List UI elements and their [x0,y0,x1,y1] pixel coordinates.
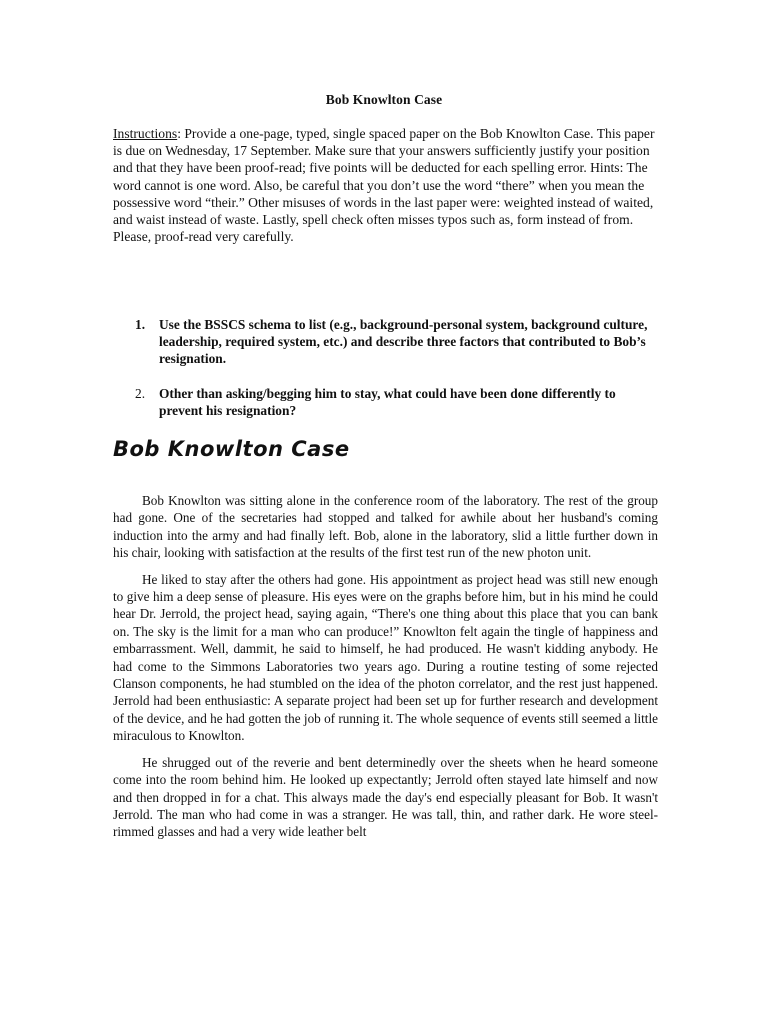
case-paragraph-3: He shrugged out of the reverie and bent determinedly over the sheets when he heard someone come into the room behind him. He looked up expectantly; Jerrold often stayed late himself and now and then dropped in for a chat. This always made the day's end especially pleasant for Bob. It wasn't Jerrold. The man who had come in was a stranger. He was tall, thin, and rather dark. He wore steel-rimmed glasses and had a very wide leather belt [113,754,658,840]
question-1-text: Use the BSSCS schema to list (e.g., background-personal system, background culture, leadership, required system, etc.) and describe three factors that contributed to Bob’s resignation. [159,317,648,367]
instructions-text: : Provide a one-page, typed, single spaced paper on the Bob Knowlton Case. This paper is due on Wednesday, 17 September. Make sure that your answers sufficiently justify your position and that they have been proof-read; five points will be deducted for each spelling error. Hints: The word cannot is one word. Also, be careful that you don’t use the word “there” when you mean the possessive word “their.” Other misuses of words in the last paper were: weighted instead of waited, and waist instead of waste. Lastly, spell check often misses typos such as, form instead of from. Please, proof-read very carefully. [113,126,655,245]
question-2-number: 2. [135,386,146,401]
document-title: Bob Knowlton Case [325,92,443,107]
question-1-number: 1. [135,317,146,332]
case-body [113,492,658,850]
question-2 [135,385,660,419]
instructions-paragraph [113,125,658,245]
question-1 [135,316,660,368]
question-2-text: Other than asking/begging him to stay, what could have been done differently to prevent his resignation? [159,386,616,419]
case-heading: Bob Knowlton Case [113,437,350,461]
case-paragraph-2: He liked to stay after the others had gone. His appointment as project head was still new enough to give him a deep sense of pleasure. His eyes were on the graphs before him, but in his mind he could hear Dr. Jerrold, the project head, saying again, “There's one thing about this place that you can bank on. The sky is the limit for a man who can produce!” Knowlton felt again the tingle of happiness and embarrassment. Well, dammit, he said to himself, he had produced. He wasn't kidding anybody. He had come to the Simmons Laboratories two years ago. During a routine testing of some rejected Clanson components, he had stumbled on the idea of the photon correlator, and the rest just happened. Jerrold had been enthusiastic: A separate project had been set up for further research and development of the device, and he had gotten the job of running it. The whole sequence of events still seemed a little miraculous to Knowlton. [113,571,658,744]
instructions-label: Instructions [113,126,178,141]
case-paragraph-1: Bob Knowlton was sitting alone in the conference room of the laboratory. The rest of the group had gone. One of the secretaries had stopped and talked for awhile about her husband's coming induction into the army and had finally left. Bob, alone in the laboratory, slid a little further down in his chair, looking with satisfaction at the results of the first test run of the new photon unit. [113,493,658,561]
